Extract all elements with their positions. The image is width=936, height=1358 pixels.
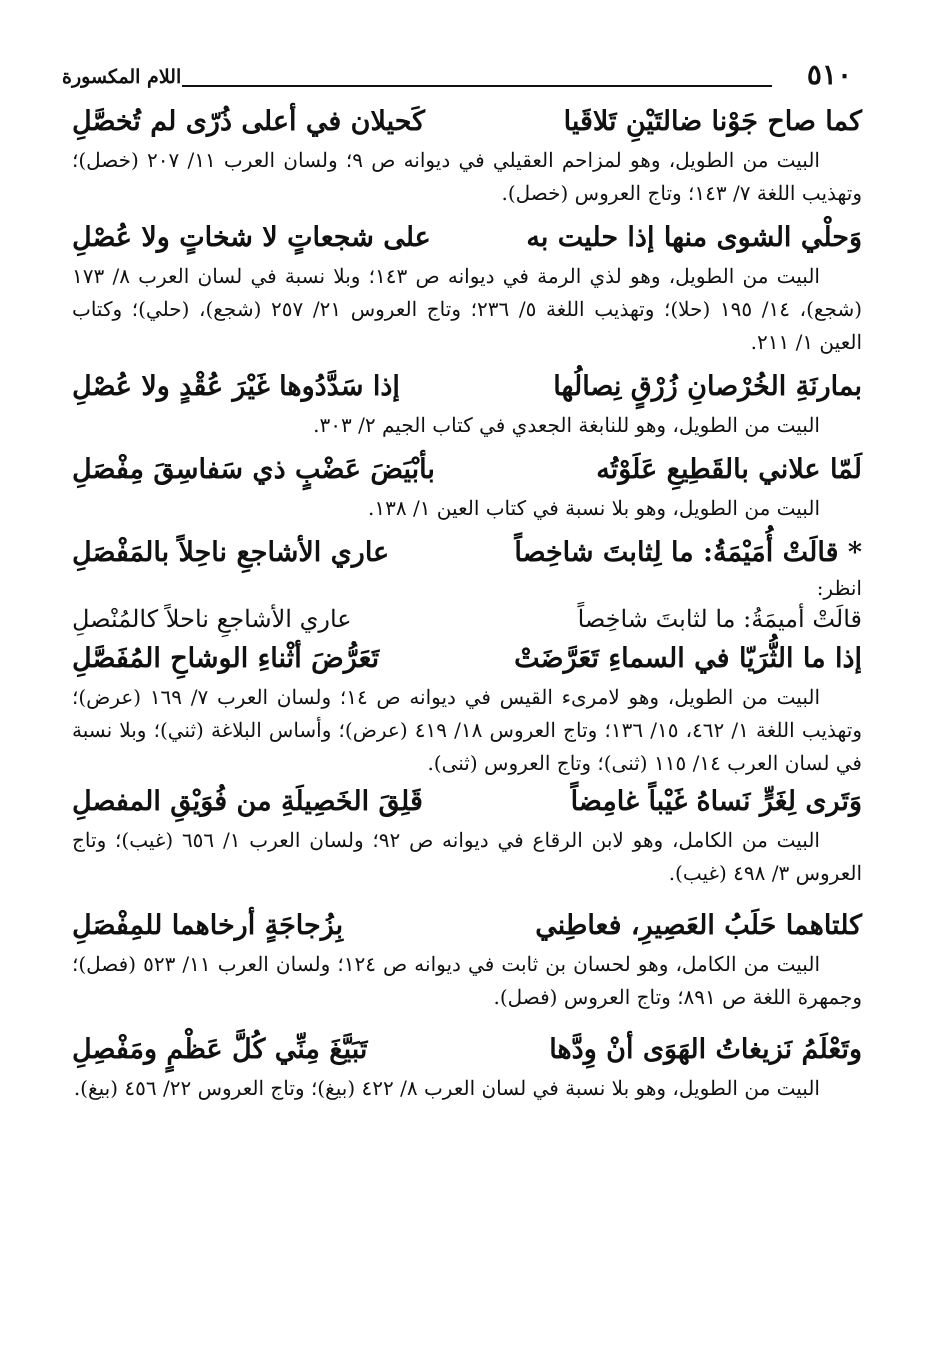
first-hemistich: وتَعْلَمُ نَزيغاتُ الهَوَى أنْ وِدَّها: [549, 1034, 862, 1065]
verse-entry: [72, 780, 862, 890]
reference-second-hemistich: عاري الأشاجعِ ناحلاً كالمُنْصلِ: [72, 605, 352, 633]
second-hemistich: إذا سَدَّدُوها غَيْرَ عُقْدٍ ولا عُصْلِ: [72, 371, 400, 402]
verse-line: [72, 531, 862, 575]
commentary-text: البيت من الطويل، وهو لامرىء القيس في ديوانه ص ١٤؛ ولسان العرب ٧/ ١٦٩ (عرض)؛ وتهذيب اللغة ١/ ٤٦٢، ١٥/ ١٣٦؛ وتاج العروس ١٨/ ٤١٩ (عرض)؛ وأساس البلاغة (ثني)؛ وبلا نسبة في لسان العرب ١٤/ ١١٥ (ثنى)؛ وتاج العروس (ثنى).: [72, 685, 862, 775]
verse-line: [72, 100, 862, 144]
commentary-text: البيت من الطويل، وهو لذي الرمة في ديوانه ص ١٤٣؛ وبلا نسبة في لسان العرب ٨/ ١٧٣ (شجع)، ١٤/ ١٩٥ (حلا)؛ وتهذيب اللغة ٥/ ٢٣٦؛ وتاج العروس ٢١/ ٢٥٧ (شجع)، (حلي)؛ وكتاب العين ١/ ٢١١.: [72, 264, 862, 354]
commentary: [72, 144, 862, 210]
verse-entry: [72, 216, 862, 359]
first-hemistich: كما صاح جَوْنا ضالتَيْنِ تَلاقَيا: [563, 106, 862, 137]
see-also-label: انظر:: [816, 576, 862, 600]
verse-entry: [72, 531, 862, 637]
verse-line: [72, 448, 862, 492]
verse-entry: [72, 904, 862, 1014]
commentary: [72, 1072, 862, 1105]
verse-entry: [72, 1028, 862, 1105]
commentary-text: البيت من الكامل، وهو لابن الرقاع في ديوانه ص ٩٢؛ ولسان العرب ١/ ٦٥٦ (غيب)؛ وتاج العروس ٣/ ٤٩٨ (غيب).: [72, 828, 862, 885]
verse-line: [72, 904, 862, 948]
commentary-text: البيت من الطويل، وهو لمزاحم العقيلي في ديوانه ص ٩؛ ولسان العرب ١١/ ٢٠٧ (خصل)؛ وتهذيب اللغة ٧/ ١٤٣؛ وتاج العروس (خصل).: [72, 148, 862, 205]
first-hemistich: لَمّا علاني بالقَطِيعِ عَلَوْتُه: [596, 454, 862, 485]
first-hemistich: وَحلْي الشوى منها إذا حليت به: [526, 222, 862, 253]
verse-entry: [72, 100, 862, 210]
verse-entry: [72, 448, 862, 525]
second-hemistich: عاري الأشاجعِ ناحِلاً بالمَفْصَلِ: [72, 537, 390, 568]
verse-line: [72, 1028, 862, 1072]
second-hemistich: تَعَرُّضَ أثْناءِ الوشاحِ المُفَصَّلِ: [72, 643, 380, 674]
header-rule: [182, 85, 772, 87]
verse-line: [72, 365, 862, 409]
commentary: [72, 824, 862, 890]
commentary: [72, 681, 862, 780]
first-hemistich: وَتَرى لِغَرٍّ نَساهُ غَيْباً غامِضاً: [570, 786, 862, 817]
second-hemistich: على شجعاتٍ لا شخاتٍ ولا عُصْلِ: [72, 222, 431, 253]
commentary: [72, 948, 862, 1014]
commentary-text: البيت من الطويل، وهو بلا نسبة في كتاب العين ١/ ١٣٨.: [368, 496, 820, 520]
first-hemistich: بمارنَةِ الخُرْصانِ زُرْقٍ نِصالُها: [553, 371, 862, 402]
commentary-text: البيت من الطويل، وهو للنابغة الجعدي في كتاب الجيم ٢/ ٣٠٣.: [313, 413, 820, 437]
commentary: [72, 260, 862, 359]
reference-verse-line: [72, 601, 862, 637]
first-hemistich: كلتاهما حَلَبُ العَصِيرِ، فعاطِني: [535, 910, 862, 941]
page-number: ٥١٠: [806, 58, 852, 91]
verse-line: [72, 637, 862, 681]
second-hemistich: قَلِقَ الخَصِيلَةِ من فُوَيْقِ المفصلِ: [72, 786, 423, 817]
second-hemistich: تَبَيَّغَ مِنِّي كُلَّ عَظْمٍ ومَفْصِلِ: [72, 1034, 368, 1065]
commentary-text: البيت من الطويل، وهو بلا نسبة في لسان العرب ٨/ ٤٢٢ (بيغ)؛ وتاج العروس ٢٢/ ٤٥٦ (بيغ).: [73, 1076, 820, 1100]
page-header: [62, 58, 852, 94]
first-hemistich: إذا ما الثُّرَيّا في السماءِ تَعَرَّضَتْ: [514, 643, 862, 674]
page-content: [72, 100, 862, 1105]
first-hemistich: * قالَتْ أُمَيْمَةُ: ما لِثابتَ شاخِصاً: [514, 537, 862, 568]
commentary: [72, 409, 862, 442]
second-hemistich: بأبْيَضَ عَضْبٍ ذي سَفاسِقَ مِفْصَلِ: [72, 454, 435, 485]
second-hemistich: بِزُجاجَةٍ أرخاهما للمِفْصَلِ: [72, 910, 344, 941]
verse-entry: [72, 637, 862, 780]
verse-line: [72, 780, 862, 824]
commentary-text: البيت من الكامل، وهو لحسان بن ثابت في ديوانه ص ١٢٤؛ ولسان العرب ١١/ ٥٢٣ (فصل)؛ وجمهرة اللغة ص ٨٩١؛ وتاج العروس (فصل).: [72, 952, 862, 1009]
second-hemistich: كَحيلان في أعلى ذُرّى لم تُخصَّلِ: [72, 106, 426, 137]
verse-line: [72, 216, 862, 260]
verse-entry: [72, 365, 862, 442]
reference-first-hemistich: قالَتْ أميمَةُ: ما لثابتَ شاخِصاً: [577, 605, 862, 633]
commentary: [72, 492, 862, 525]
running-title: اللام المكسورة: [62, 66, 182, 88]
